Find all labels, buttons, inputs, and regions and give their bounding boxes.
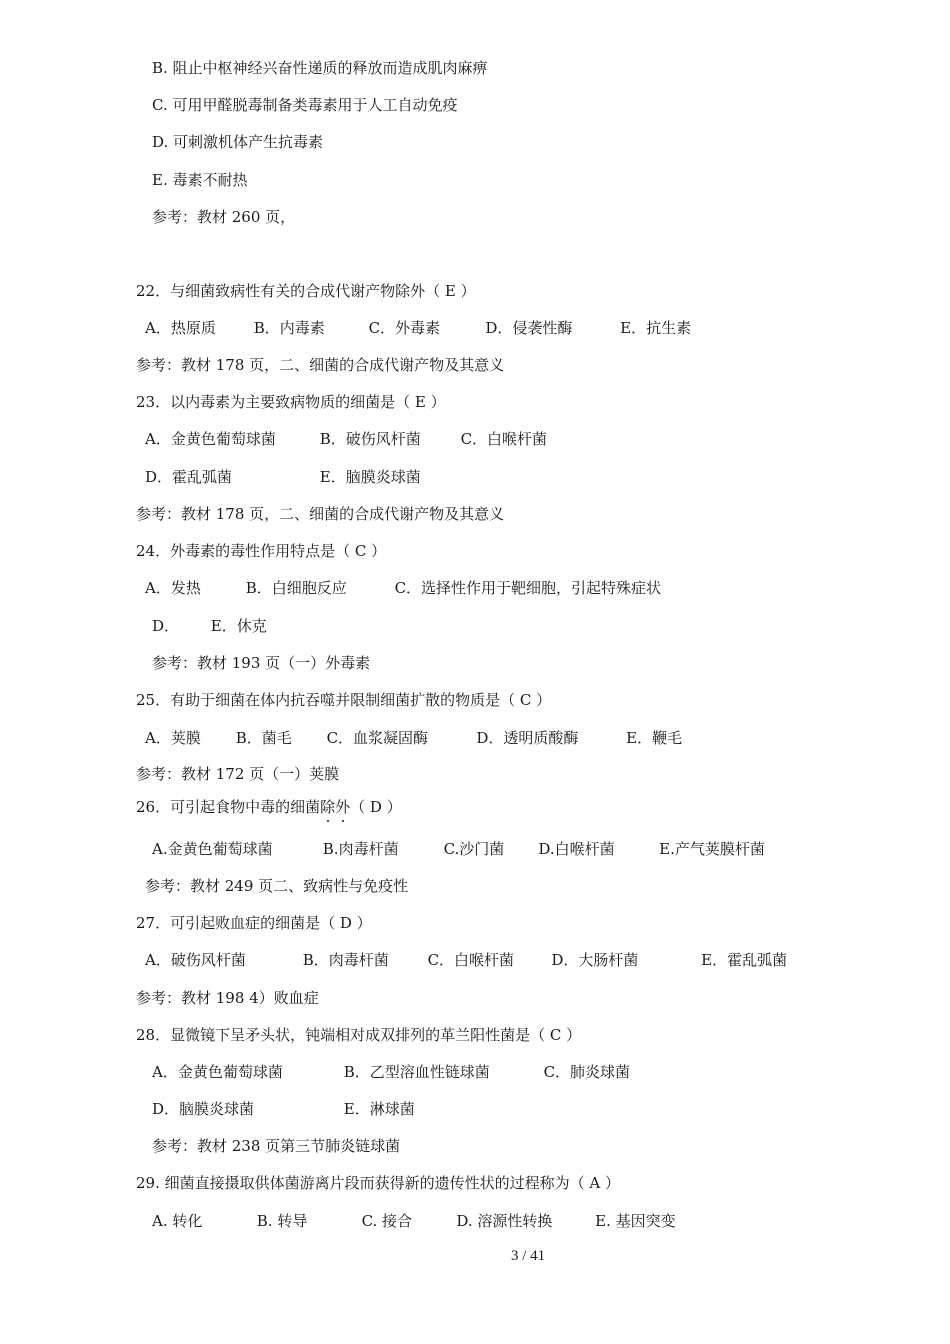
option: B．破伤风杆菌	[319, 430, 421, 448]
reference-text: 参考：教材 238 页第三节肺炎链球菌	[152, 1137, 401, 1155]
option: C. 接合	[361, 1212, 413, 1230]
option: E．淋球菌	[343, 1100, 415, 1118]
option: D. 溶源性转换	[456, 1212, 553, 1230]
option: C.沙门菌	[443, 840, 505, 858]
option: D．脑膜炎球菌	[152, 1100, 255, 1118]
option: C．选择性作用于靶细胞，引起特殊症状	[394, 579, 662, 597]
reference-text: 参考：教材 178 页，二、细菌的合成代谢产物及其意义	[136, 356, 505, 374]
option-row	[152, 616, 267, 636]
option: B．内毒素	[253, 319, 325, 337]
option: D.白喉杆菌	[538, 840, 615, 858]
option-row	[152, 839, 765, 859]
option: E．鞭毛	[626, 729, 683, 747]
option: A．热原质	[145, 319, 216, 337]
reference-text: 参考：教材 249 页二、致病性与免疫性	[145, 877, 409, 895]
option-row	[145, 318, 691, 338]
option: A．金黄色葡萄球菌	[145, 430, 276, 448]
option-row	[152, 1211, 676, 1231]
question-stem: 27．可引起败血症的细菌是（ D ）	[136, 914, 372, 932]
option-text: D. 可刺激机体产生抗毒素	[152, 133, 324, 151]
option: D．	[152, 617, 180, 635]
question-stem: 25．有助于细菌在体内抗吞噬并限制细菌扩散的物质是（ C ）	[136, 691, 552, 709]
option-row	[145, 578, 661, 598]
question-stem	[136, 797, 402, 817]
option: C．白喉杆菌	[460, 430, 548, 448]
option-row	[145, 950, 787, 970]
option: E．休克	[210, 617, 267, 635]
question-stem: 24．外毒素的毒性作用特点是（ C ）	[136, 542, 387, 560]
option-row	[145, 429, 547, 449]
option: A．破伤风杆菌	[145, 951, 246, 969]
question-stem: 22．与细菌致病性有关的合成代谢产物除外（ E ）	[136, 282, 476, 300]
option-row	[145, 728, 682, 748]
option-row	[145, 467, 421, 487]
question-stem: 23．以内毒素为主要致病物质的细菌是（ E ）	[136, 393, 446, 411]
option-row	[152, 1099, 415, 1119]
reference-text: 参考：教材 198 4）败血症	[136, 989, 319, 1007]
question-stem: 28．显微镜下呈矛头状，钝端相对成双排列的革兰阳性菌是（ C ）	[136, 1026, 582, 1044]
option: A．金黄色葡萄球菌	[152, 1063, 283, 1081]
option: B.肉毒杆菌	[322, 840, 399, 858]
option: E．霍乱弧菌	[701, 951, 788, 969]
reference-text: 参考：教材 193 页（一）外毒素	[152, 654, 371, 672]
question-stem: 29. 细菌直接摄取供体菌游离片段而获得新的遗传性状的过程称为（ A ）	[136, 1174, 620, 1192]
emphasis-char: 除	[320, 798, 336, 816]
option: C．白喉杆菌	[427, 951, 515, 969]
option: D．透明质酸酶	[476, 729, 579, 747]
option: B. 转导	[256, 1212, 308, 1230]
option: C．肺炎球菌	[543, 1063, 631, 1081]
option: C．血浆凝固酶	[326, 729, 429, 747]
option: E．脑膜炎球菌	[319, 468, 421, 486]
option: D．大肠杆菌	[551, 951, 639, 969]
page-number: 3 / 41	[511, 1248, 546, 1264]
option: E. 基因突变	[595, 1212, 676, 1230]
reference-text: 参考：教材 172 页（一）荚膜	[136, 765, 340, 783]
option: E．抗生素	[620, 319, 692, 337]
option-text: E. 毒素不耐热	[152, 171, 248, 189]
option: A．发热	[145, 579, 201, 597]
option-text: B. 阻止中枢神经兴奋性递质的释放而造成肌肉麻痹	[152, 59, 488, 77]
option: A.金黄色葡萄球菌	[152, 840, 273, 858]
option: B．乙型溶血性链球菌	[343, 1063, 490, 1081]
option: E.产气荚膜杆菌	[659, 840, 765, 858]
option: B．白细胞反应	[245, 579, 347, 597]
option: A．荚膜	[145, 729, 201, 747]
reference-text: 参考：教材 260 页，	[152, 208, 296, 226]
stem-text: （ D ）	[350, 798, 402, 816]
option-text: C. 可用甲醛脱毒制备类毒素用于人工自动免疫	[152, 96, 458, 114]
option: B．菌毛	[235, 729, 292, 747]
stem-text: 26．可引起食物中毒的细菌	[136, 798, 321, 816]
reference-text: 参考：教材 178 页，二、细菌的合成代谢产物及其意义	[136, 505, 505, 523]
option: A. 转化	[152, 1212, 203, 1230]
option: B．肉毒杆菌	[302, 951, 389, 969]
option-row	[152, 1062, 630, 1082]
option: D．侵袭性酶	[485, 319, 573, 337]
option: D．霍乱弧菌	[145, 468, 233, 486]
option: C．外毒素	[368, 319, 441, 337]
emphasis-char: 外	[335, 798, 351, 816]
